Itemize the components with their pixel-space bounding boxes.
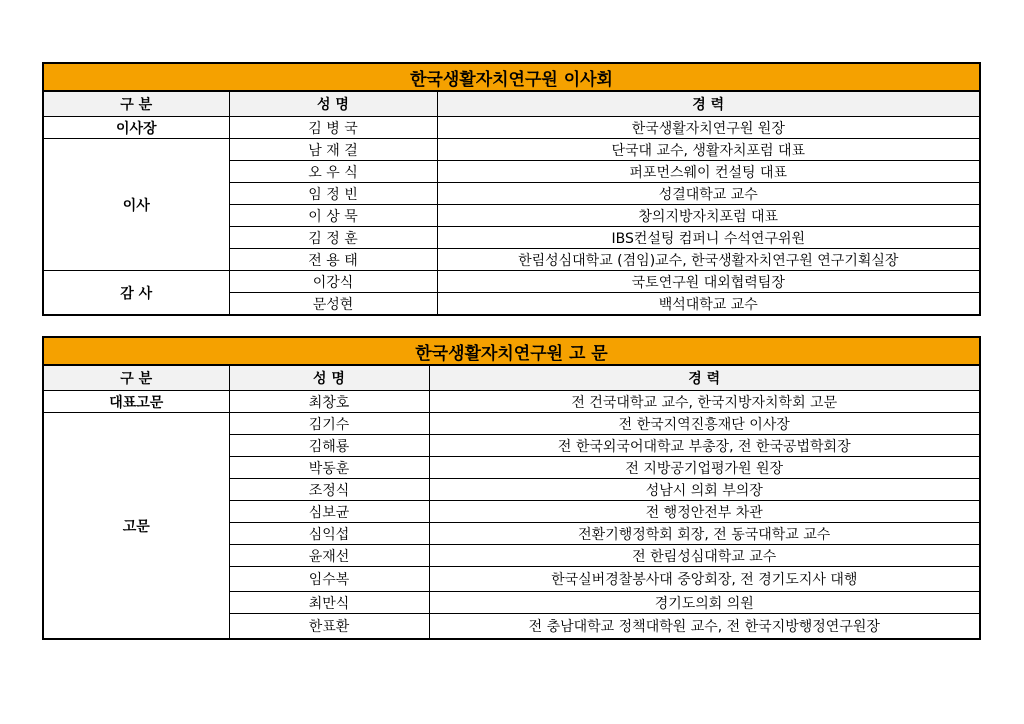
- career-cell: 성결대학교 교수: [437, 183, 980, 205]
- career-cell: 전 한국외국어대학교 부총장, 전 한국공법학회장: [429, 435, 980, 457]
- table-row: [43, 117, 980, 139]
- board-title: 한국생활자치연구원 이사회: [43, 63, 980, 91]
- career-cell: 성남시 의회 부의장: [429, 479, 980, 501]
- table-row: [43, 413, 980, 435]
- career-cell: 경기도의회 의원: [429, 592, 980, 614]
- career-cell: 창의지방자치포럼 대표: [437, 205, 980, 227]
- name-cell: 박동훈: [229, 457, 429, 479]
- career-cell: 한국실버경찰봉사대 중앙회장, 전 경기도지사 대행: [429, 567, 980, 592]
- name-cell: 임 정 빈: [229, 183, 437, 205]
- name-cell: 심익섭: [229, 523, 429, 545]
- table-row: [43, 271, 980, 293]
- name-cell: 윤재선: [229, 545, 429, 567]
- header-career: 경 력: [429, 365, 980, 391]
- career-cell: 전 충남대학교 정책대학원 교수, 전 한국지방행정연구원장: [429, 614, 980, 640]
- header-name: 성 명: [229, 365, 429, 391]
- header-career: 경 력: [437, 91, 980, 117]
- career-cell: 전 건국대학교 교수, 한국지방자치학회 고문: [429, 391, 980, 413]
- header-category: 구 분: [43, 365, 229, 391]
- category-cell: 고문: [43, 413, 229, 640]
- career-cell: 전 행정안전부 차관: [429, 501, 980, 523]
- advisor-table: [42, 336, 981, 640]
- board-table: [42, 62, 981, 316]
- career-cell: 퍼포먼스웨이 컨설팅 대표: [437, 161, 980, 183]
- header-category: 구 분: [43, 91, 229, 117]
- name-cell: 한표환: [229, 614, 429, 640]
- name-cell: 이 상 묵: [229, 205, 437, 227]
- advisor-title: 한국생활자치연구원 고 문: [43, 337, 980, 365]
- name-cell: 임수복: [229, 567, 429, 592]
- name-cell: 최만식: [229, 592, 429, 614]
- name-cell: 김해룡: [229, 435, 429, 457]
- category-cell: 대표고문: [43, 391, 229, 413]
- name-cell: 조정식: [229, 479, 429, 501]
- career-cell: 백석대학교 교수: [437, 293, 980, 316]
- name-cell: 김 병 국: [229, 117, 437, 139]
- name-cell: 문성현: [229, 293, 437, 316]
- career-cell: 전환기행정학회 회장, 전 동국대학교 교수: [429, 523, 980, 545]
- career-cell: 한림성심대학교 (겸임)교수, 한국생활자치연구원 연구기획실장: [437, 249, 980, 271]
- name-cell: 전 용 태: [229, 249, 437, 271]
- career-cell: 전 한림성심대학교 교수: [429, 545, 980, 567]
- name-cell: 김 정 훈: [229, 227, 437, 249]
- name-cell: 최창호: [229, 391, 429, 413]
- career-cell: IBS컨설팅 컴퍼니 수석연구위원: [437, 227, 980, 249]
- name-cell: 남 재 걸: [229, 139, 437, 161]
- category-cell: 이사장: [43, 117, 229, 139]
- table-row: [43, 139, 980, 161]
- career-cell: 전 지방공기업평가원 원장: [429, 457, 980, 479]
- name-cell: 심보균: [229, 501, 429, 523]
- career-cell: 한국생활자치연구원 원장: [437, 117, 980, 139]
- name-cell: 김기수: [229, 413, 429, 435]
- career-cell: 단국대 교수, 생활자치포럼 대표: [437, 139, 980, 161]
- category-cell: 이사: [43, 139, 229, 271]
- career-cell: 국토연구원 대외협력팀장: [437, 271, 980, 293]
- header-name: 성 명: [229, 91, 437, 117]
- name-cell: 이강식: [229, 271, 437, 293]
- career-cell: 전 한국지역진흥재단 이사장: [429, 413, 980, 435]
- table-row: [43, 391, 980, 413]
- category-cell: 감 사: [43, 271, 229, 316]
- name-cell: 오 우 식: [229, 161, 437, 183]
